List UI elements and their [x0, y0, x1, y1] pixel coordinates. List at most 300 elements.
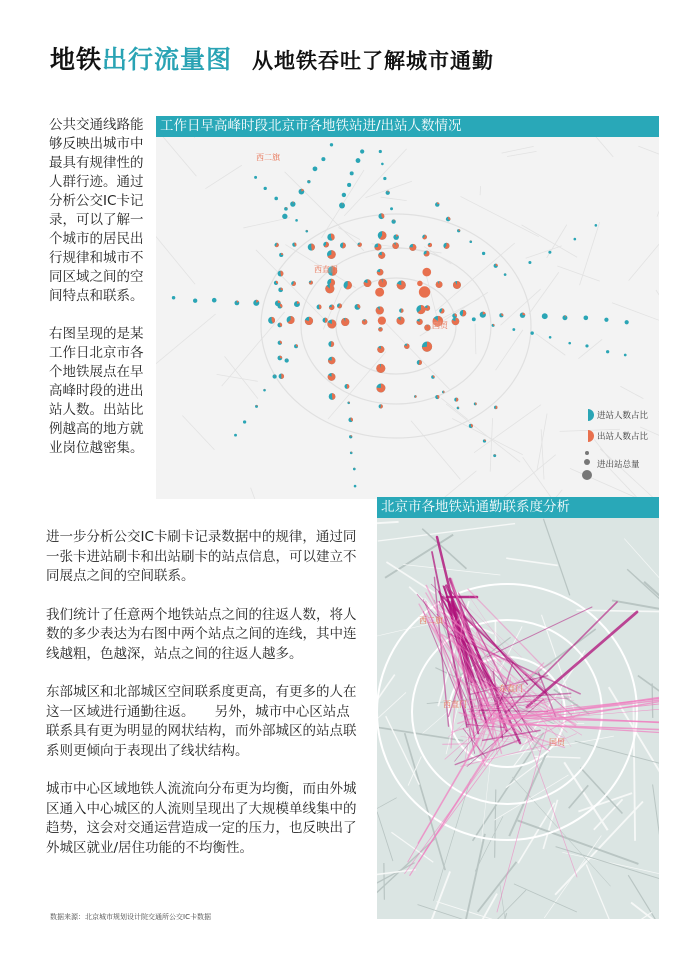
- station-out-part: [347, 384, 349, 389]
- road-line: [653, 784, 659, 873]
- road-line: [580, 222, 600, 285]
- station-in-part: [347, 183, 351, 187]
- station-dot: [287, 316, 295, 324]
- station-dot: [327, 319, 336, 328]
- station-in-part: [350, 171, 354, 175]
- station-in-part: [172, 296, 175, 299]
- road-line: [502, 146, 534, 153]
- station-dot: [442, 391, 445, 394]
- road-line: [586, 864, 623, 919]
- road-line: [507, 151, 536, 156]
- station-in-part: [548, 251, 551, 254]
- station-dot: [457, 229, 460, 232]
- station-dot: [337, 303, 342, 308]
- station-dot: [330, 143, 333, 146]
- station-dot: [278, 356, 283, 361]
- station-dot: [425, 305, 431, 311]
- road-line: [405, 733, 446, 870]
- station-dot: [454, 398, 458, 402]
- station-in-part: [313, 166, 318, 171]
- station-dot: [386, 191, 390, 195]
- station-dot: [329, 305, 334, 310]
- station-dot: [279, 253, 283, 257]
- station-dot: [409, 244, 416, 251]
- station-dot: [483, 439, 486, 442]
- station-in-part: [562, 315, 567, 320]
- station-out-part: [417, 281, 423, 287]
- station-out-part: [436, 281, 443, 288]
- station-dot: [274, 197, 278, 201]
- station-in-part: [549, 336, 552, 339]
- station-out-part: [362, 319, 368, 325]
- station-in-part: [379, 150, 382, 153]
- station-dot: [416, 319, 422, 325]
- station-dot: [341, 318, 349, 326]
- station-in-part: [568, 342, 571, 345]
- station-dot: [290, 201, 295, 206]
- station-dot: [494, 264, 498, 268]
- station-dot: [285, 358, 289, 362]
- station-dot: [253, 300, 259, 306]
- station-dot: [376, 306, 384, 314]
- road-line: [495, 789, 496, 857]
- station-in-part: [212, 298, 217, 303]
- station-dot: [377, 269, 384, 276]
- station-in-part: [342, 193, 346, 197]
- road-line: [600, 449, 659, 499]
- station-dot: [327, 250, 336, 259]
- legend-total-icon: [580, 450, 594, 500]
- station-dot: [295, 219, 298, 222]
- road-line: [644, 582, 659, 669]
- station-dot: [378, 279, 387, 288]
- road-line: [494, 455, 556, 499]
- intro-paragraph-2: 右图呈现的是某工作日北京市各个地铁展点在早高峰时段的进出站人数。出站比例越高的地方就业岗位越密集。: [49, 326, 144, 456]
- station-out-part: [523, 312, 526, 315]
- station-dot: [268, 317, 275, 324]
- station-dot: [308, 244, 315, 251]
- intro-paragraph-1: 公共交通线路能够反映出城市中最具有规律性的人群行迹。通过分析公交IC卡记录，可以了解一个城市的居民出行规律和城市不同区域之间的空间特点和联系。: [49, 117, 144, 304]
- road-line: [496, 330, 523, 370]
- road-line: [481, 756, 490, 841]
- station-out-part: [281, 253, 283, 255]
- station-dot: [378, 327, 382, 331]
- station-in-part: [390, 207, 393, 210]
- station-dot: [309, 281, 313, 285]
- station-in-part: [282, 214, 287, 219]
- station-dot: [528, 261, 531, 264]
- station-dot: [568, 342, 571, 345]
- station-in-part: [353, 468, 356, 471]
- road-line: [366, 181, 412, 197]
- station-dot: [278, 271, 284, 277]
- map1-label-guomao: 国贸: [432, 321, 448, 330]
- station-dot: [172, 296, 175, 299]
- station-dot: [342, 193, 346, 197]
- station-in-part: [530, 331, 533, 334]
- station-out-part: [453, 281, 461, 289]
- station-out-part: [341, 318, 349, 326]
- road-line: [156, 217, 195, 285]
- road-line: [518, 820, 639, 863]
- station-dot: [350, 452, 353, 455]
- station-dot: [193, 299, 197, 303]
- station-out-part: [375, 288, 384, 297]
- station-dot: [422, 235, 427, 240]
- station-dot: [339, 203, 345, 209]
- road-line: [474, 405, 541, 453]
- station-out-part: [419, 286, 430, 297]
- station-dot: [374, 243, 381, 250]
- road-line: [543, 800, 557, 849]
- station-dot: [435, 395, 439, 399]
- station-dot: [327, 233, 334, 240]
- station-dot: [234, 301, 239, 306]
- road-line: [217, 374, 258, 381]
- legend-total-label: 进出站总量: [597, 460, 640, 470]
- analysis-paragraph-3: 东部城区和北部城区空间联系度更高，有更多的人在这一区域进行通勤往返。 另外，城市中心区站点联系具有更为明显的网状结构，而外部城区的站点联系则更倾向于表现出了线状结构。: [46, 684, 357, 759]
- road-line: [490, 418, 492, 472]
- station-in-part: [356, 158, 361, 163]
- station-dot: [375, 288, 384, 297]
- station-dot: [321, 157, 325, 161]
- road-line: [386, 716, 420, 784]
- road-line: [494, 775, 568, 820]
- station-dot: [294, 301, 300, 307]
- station-out-part: [281, 374, 284, 379]
- station-dot: [391, 219, 395, 223]
- station-dot: [399, 308, 403, 312]
- road-line: [243, 218, 290, 228]
- station-dot: [307, 180, 310, 183]
- station-dot: [504, 273, 507, 276]
- station-dot: [291, 281, 296, 286]
- road-line: [557, 266, 599, 281]
- station-in-part: [528, 261, 531, 264]
- station-dot: [362, 319, 368, 325]
- station-flow-map-title: 工作日早高峰时段北京市各地铁站进/出站人数情况: [156, 116, 659, 137]
- station-out-part: [378, 317, 386, 325]
- station-dot: [264, 187, 267, 190]
- station-dot: [446, 217, 451, 222]
- station-dot: [278, 304, 283, 309]
- station-dot: [585, 344, 588, 347]
- station-out-part: [422, 268, 431, 277]
- legend-out-icon: [582, 429, 594, 443]
- station-dot: [305, 317, 313, 325]
- station-dot: [604, 318, 608, 322]
- commute-link-map: [377, 497, 659, 919]
- station-dot: [348, 418, 353, 423]
- station-dot: [453, 281, 461, 289]
- road-line: [385, 535, 453, 578]
- analysis-text: [46, 528, 362, 877]
- analysis-paragraph-4: 城市中心区域地铁人流流向分布更为均衡，而由外城区通入中心城区的人流则呈现出了大规模单线集中的趋势，这会对交通运营造成一定的压力，也反映出了外城区就业/居住功能的不均衡性。: [46, 781, 357, 856]
- analysis-paragraph-1: 进一步分析公交IC卡刷卡记录数据中的规律，通过同一张卡进站刷卡和出站刷卡的站点信息，可以建立不同展点之间的空间联系。: [46, 529, 357, 584]
- station-dot: [353, 468, 356, 471]
- road-line: [338, 227, 360, 239]
- station-dot: [344, 281, 352, 289]
- map2-label-xizhimen: 西直门: [443, 700, 467, 709]
- station-in-part: [472, 317, 476, 321]
- station-dot: [377, 346, 384, 353]
- station-dot: [378, 317, 386, 325]
- station-dot: [435, 202, 439, 206]
- station-dot: [313, 166, 318, 171]
- title-part-2: 出行流量图: [102, 45, 233, 74]
- station-in-part: [274, 197, 278, 201]
- road-line: [446, 404, 520, 462]
- station-in-part: [542, 313, 548, 319]
- station-out-part: [401, 308, 403, 312]
- road-line: [629, 241, 659, 281]
- road-line: [381, 197, 407, 200]
- road-line: [500, 289, 540, 325]
- station-dot: [584, 316, 589, 321]
- station-dot: [625, 320, 629, 324]
- station-dot: [273, 374, 277, 378]
- station-out-part: [378, 279, 387, 288]
- station-dot: [480, 312, 486, 318]
- station-dot: [494, 406, 498, 410]
- station-dot: [317, 305, 322, 310]
- station-dot: [381, 163, 384, 166]
- station-dot: [452, 317, 460, 325]
- station-dot: [574, 238, 577, 241]
- station-dot: [383, 177, 386, 180]
- station-dot: [542, 313, 548, 319]
- station-dot: [417, 360, 422, 365]
- station-dot: [378, 213, 384, 219]
- station-in-part: [243, 420, 246, 423]
- station-dot: [512, 328, 515, 331]
- page-title: [50, 40, 494, 76]
- station-in-part: [193, 299, 197, 303]
- map2-label-xierqi: 西二旗: [419, 616, 443, 625]
- station-dot: [443, 243, 449, 249]
- road-line: [182, 416, 214, 450]
- road-line: [478, 862, 517, 912]
- station-in-part: [381, 163, 384, 166]
- station-dot: [482, 252, 485, 255]
- station-dot: [347, 401, 350, 404]
- analysis-paragraph-2: 我们统计了任意两个地铁站点之间的往返人数，将人数的多少表达为右图中两个站点之间的连线，其中连线越粗，色越深，站点之间的往返人越多。: [46, 606, 357, 662]
- road-line: [526, 246, 562, 258]
- station-dot: [340, 243, 346, 249]
- station-in-part: [234, 434, 237, 437]
- station-dot: [562, 315, 567, 320]
- station-dot: [255, 405, 258, 408]
- station-out-part: [332, 393, 335, 400]
- commute-link-map-title: 北京市各地铁站通勤联系度分析: [377, 497, 659, 518]
- station-dot: [294, 344, 298, 348]
- road-line: [377, 870, 416, 888]
- station-dot: [424, 251, 430, 257]
- road-line: [475, 324, 476, 354]
- station-in-part: [604, 318, 608, 322]
- map1-label-xizhimen: 西直门: [314, 265, 338, 274]
- station-in-part: [624, 354, 627, 357]
- road-line: [657, 160, 659, 217]
- road-line: [434, 894, 497, 919]
- road-line: [377, 812, 393, 861]
- station-dot: [379, 150, 382, 153]
- station-out-part: [496, 264, 498, 267]
- road-line: [537, 414, 547, 471]
- station-dot: [328, 357, 335, 364]
- station-dot: [355, 304, 361, 310]
- legend-in-icon: [582, 408, 594, 422]
- station-dot: [424, 324, 430, 330]
- road-line: [205, 165, 241, 188]
- station-dot: [379, 404, 383, 408]
- road-line: [578, 339, 602, 358]
- road-line: [251, 488, 261, 499]
- station-in-part: [625, 320, 629, 324]
- station-in-part: [254, 176, 257, 179]
- station-out-part: [281, 287, 283, 290]
- station-dot: [393, 234, 399, 240]
- station-out-part: [349, 401, 350, 402]
- station-in-part: [595, 224, 598, 227]
- station-dot: [234, 434, 237, 437]
- station-out-part: [296, 344, 298, 346]
- station-in-part: [264, 187, 267, 190]
- station-dot: [422, 268, 431, 277]
- station-dot: [376, 364, 385, 373]
- road-line: [256, 250, 334, 329]
- road-line: [384, 863, 385, 900]
- station-dot: [436, 281, 443, 288]
- station-in-part: [330, 143, 333, 146]
- station-dot: [431, 375, 435, 379]
- station-in-part: [584, 316, 589, 321]
- data-source: 数据来源：北京城市规划设计院交通所公交IC卡数据: [50, 913, 211, 921]
- road-line: [400, 471, 477, 499]
- station-dot: [493, 454, 496, 457]
- road-line: [453, 834, 485, 919]
- station-out-part: [459, 229, 461, 231]
- station-dot: [292, 243, 296, 247]
- station-dot: [325, 284, 334, 293]
- legend-in-label: 进站人数占比: [597, 411, 649, 421]
- road-line: [575, 741, 659, 774]
- station-dot: [356, 158, 361, 163]
- station-dot: [404, 343, 409, 348]
- station-out-part: [311, 244, 315, 251]
- station-dot: [549, 336, 552, 339]
- station-dot: [279, 374, 284, 379]
- station-dot: [299, 189, 305, 195]
- station-dot: [360, 149, 364, 153]
- station-dot: [354, 485, 357, 488]
- station-dot: [376, 384, 385, 393]
- road-line: [512, 777, 610, 886]
- title-part-1: 地铁: [50, 45, 103, 74]
- station-dot: [428, 243, 432, 247]
- road-line: [377, 727, 463, 740]
- commute-link-map-graphic: [377, 497, 659, 919]
- station-in-part: [606, 350, 609, 353]
- station-dot: [595, 224, 598, 227]
- station-dot: [548, 251, 551, 254]
- station-dot: [392, 242, 399, 249]
- station-dot: [397, 317, 405, 325]
- station-dot: [284, 207, 288, 211]
- road-line: [500, 883, 517, 919]
- station-dot: [277, 323, 282, 328]
- road-line: [461, 196, 539, 236]
- road-line: [544, 836, 601, 918]
- station-dot: [378, 231, 387, 240]
- station-dot: [344, 384, 349, 389]
- station-dot: [606, 350, 609, 353]
- station-dot: [419, 286, 430, 297]
- road-line: [580, 768, 622, 814]
- station-dot: [329, 393, 336, 400]
- station-dot: [328, 373, 336, 381]
- road-line: [434, 779, 471, 901]
- road-line: [523, 457, 578, 499]
- station-dot: [397, 281, 406, 290]
- map2-label-guomao: 国贸: [549, 738, 565, 747]
- road-line: [638, 146, 659, 162]
- station-dot: [422, 342, 432, 352]
- road-line: [529, 272, 559, 314]
- road-line: [638, 676, 659, 719]
- station-dot: [469, 240, 472, 243]
- road-line: [344, 149, 406, 216]
- road-line: [506, 558, 558, 565]
- road-line: [612, 303, 659, 325]
- station-in-part: [360, 149, 364, 153]
- station-dot: [364, 279, 372, 287]
- station-in-part: [574, 238, 577, 241]
- station-dot: [390, 207, 393, 210]
- road-line: [156, 314, 216, 380]
- map2-label-dongzhimen: 东直门: [499, 684, 523, 693]
- station-dot: [278, 341, 282, 345]
- station-dot: [457, 407, 460, 410]
- station-dot: [357, 242, 361, 246]
- station-dot: [212, 298, 217, 303]
- station-dot: [349, 435, 352, 438]
- map1-label-xierqi: 西二旗: [256, 153, 280, 162]
- station-dot: [323, 318, 328, 323]
- legend-out-label: 出站人数占比: [597, 432, 649, 442]
- station-dot: [439, 308, 444, 313]
- station-in-part: [391, 219, 395, 223]
- station-dot: [624, 354, 627, 357]
- road-line: [377, 839, 435, 893]
- station-dot: [492, 324, 495, 327]
- station-dot: [499, 313, 503, 317]
- station-in-part: [321, 157, 325, 161]
- intro-text: [49, 116, 155, 477]
- station-dot: [530, 331, 533, 334]
- road-line: [543, 519, 569, 596]
- station-dot: [452, 313, 457, 318]
- station-dot: [323, 242, 329, 248]
- station-in-part: [354, 485, 357, 488]
- station-dot: [474, 402, 477, 405]
- station-dot: [254, 176, 257, 179]
- road-line: [514, 884, 577, 912]
- road-line: [403, 564, 500, 575]
- road-line: [656, 290, 659, 334]
- station-dot: [378, 252, 385, 259]
- station-in-part: [482, 252, 485, 255]
